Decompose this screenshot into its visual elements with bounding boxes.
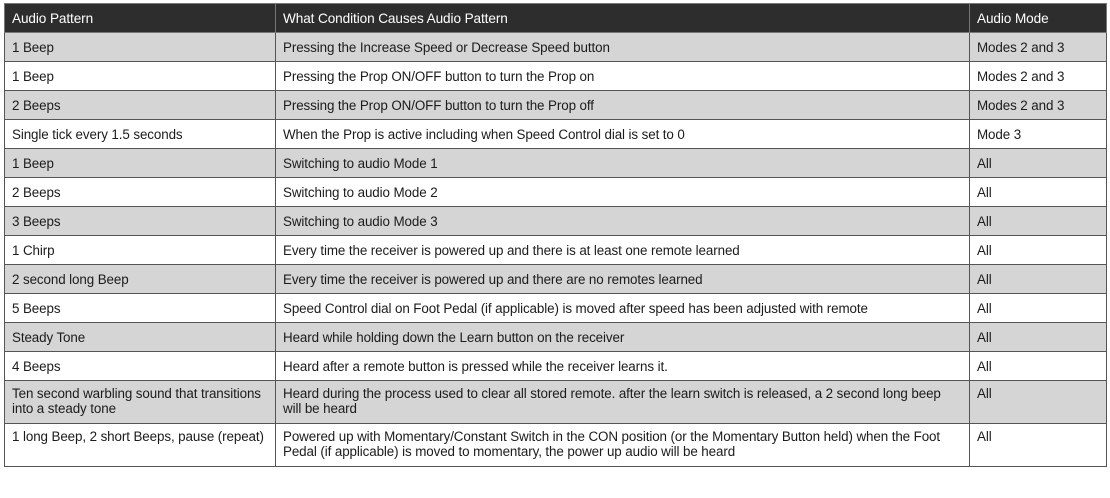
- cell-audio-pattern: 1 Beep: [5, 149, 276, 178]
- cell-condition: Heard after a remote button is pressed while the receiver learns it.: [276, 352, 970, 381]
- table-row: [5, 381, 1107, 424]
- cell-audio-pattern: Single tick every 1.5 seconds: [5, 120, 276, 149]
- cell-condition: Powered up with Momentary/Constant Switch in the CON position (or the Momentary Button held) when the Foot Pedal (if applicable) is moved to momentary, the power up audio will be heard: [276, 424, 970, 467]
- cell-audio-pattern: 2 Beeps: [5, 178, 276, 207]
- cell-audio-pattern: 1 Beep: [5, 33, 276, 62]
- cell-condition: Pressing the Increase Speed or Decrease Speed button: [276, 33, 970, 62]
- header-audio-pattern: Audio Pattern: [5, 4, 276, 33]
- header-row: [5, 4, 1107, 33]
- cell-audio-mode: All: [970, 207, 1107, 236]
- table-row: [5, 62, 1107, 91]
- cell-audio-mode: All: [970, 294, 1107, 323]
- header-audio-mode: Audio Mode: [970, 4, 1107, 33]
- cell-audio-pattern: 2 second long Beep: [5, 265, 276, 294]
- cell-audio-pattern: 3 Beeps: [5, 207, 276, 236]
- table-row: [5, 33, 1107, 62]
- cell-audio-pattern: 1 long Beep, 2 short Beeps, pause (repeat): [5, 424, 276, 467]
- cell-audio-pattern: Ten second warbling sound that transitions into a steady tone: [5, 381, 276, 424]
- table-row: [5, 352, 1107, 381]
- cell-audio-pattern: 5 Beeps: [5, 294, 276, 323]
- cell-audio-mode: All: [970, 265, 1107, 294]
- cell-audio-mode: All: [970, 381, 1107, 424]
- cell-audio-mode: Modes 2 and 3: [970, 91, 1107, 120]
- cell-audio-pattern: 2 Beeps: [5, 91, 276, 120]
- cell-audio-mode: All: [970, 352, 1107, 381]
- cell-condition: Pressing the Prop ON/OFF button to turn the Prop off: [276, 91, 970, 120]
- cell-condition: Every time the receiver is powered up and there is at least one remote learned: [276, 236, 970, 265]
- cell-audio-mode: Modes 2 and 3: [970, 62, 1107, 91]
- cell-audio-mode: Modes 2 and 3: [970, 33, 1107, 62]
- cell-condition: Speed Control dial on Foot Pedal (if applicable) is moved after speed has been adjusted with remote: [276, 294, 970, 323]
- cell-condition: Every time the receiver is powered up and there are no remotes learned: [276, 265, 970, 294]
- cell-audio-pattern: 1 Beep: [5, 62, 276, 91]
- cell-audio-mode: All: [970, 149, 1107, 178]
- table-row: [5, 294, 1107, 323]
- header-condition: What Condition Causes Audio Pattern: [276, 4, 970, 33]
- table-row: [5, 120, 1107, 149]
- cell-audio-pattern: 4 Beeps: [5, 352, 276, 381]
- audio-pattern-table: [4, 3, 1107, 467]
- table-header: [5, 4, 1107, 33]
- table-body: [5, 33, 1107, 467]
- cell-condition: Heard during the process used to clear all stored remote. after the learn switch is released, a 2 second long beep will be heard: [276, 381, 970, 424]
- cell-condition: Pressing the Prop ON/OFF button to turn the Prop on: [276, 62, 970, 91]
- cell-condition: Switching to audio Mode 2: [276, 178, 970, 207]
- cell-audio-pattern: Steady Tone: [5, 323, 276, 352]
- table-row: [5, 265, 1107, 294]
- cell-audio-mode: All: [970, 424, 1107, 467]
- table-row: [5, 207, 1107, 236]
- table-row: [5, 424, 1107, 467]
- cell-condition: Switching to audio Mode 3: [276, 207, 970, 236]
- cell-condition: Heard while holding down the Learn button on the receiver: [276, 323, 970, 352]
- cell-audio-mode: All: [970, 236, 1107, 265]
- cell-audio-pattern: 1 Chirp: [5, 236, 276, 265]
- table-row: [5, 236, 1107, 265]
- table-row: [5, 149, 1107, 178]
- cell-condition: Switching to audio Mode 1: [276, 149, 970, 178]
- cell-audio-mode: All: [970, 323, 1107, 352]
- cell-condition: When the Prop is active including when Speed Control dial is set to 0: [276, 120, 970, 149]
- table-row: [5, 323, 1107, 352]
- cell-audio-mode: All: [970, 178, 1107, 207]
- cell-audio-mode: Mode 3: [970, 120, 1107, 149]
- table-row: [5, 178, 1107, 207]
- table-row: [5, 91, 1107, 120]
